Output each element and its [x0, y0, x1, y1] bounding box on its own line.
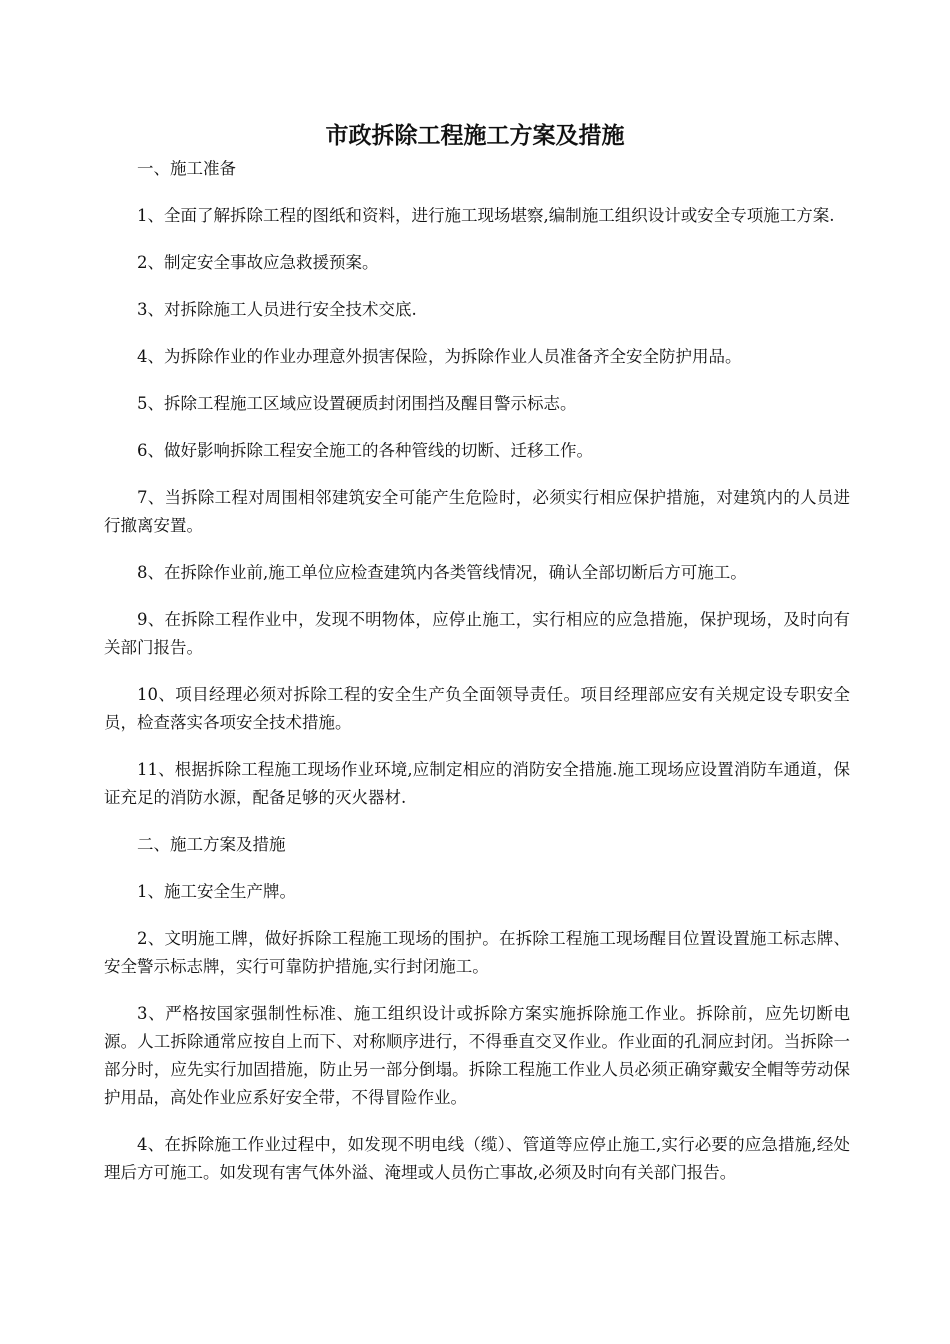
paragraph: 6、做好影响拆除工程安全施工的各种管线的切断、迁移工作。: [137, 441, 593, 460]
document-body: [104, 155, 850, 1206]
paragraph: 10、项目经理必须对拆除工程的安全生产负全面领导责任。项目经理部应安有关规定设专职安全员，检查落实各项安全技术措施。: [104, 685, 850, 732]
paragraph: 3、对拆除施工人员进行安全技术交底.: [137, 300, 417, 319]
paragraph: 4、为拆除作业的作业办理意外损害保险，为拆除作业人员准备齐全安全防护用品。: [137, 347, 742, 366]
paragraph: 7、当拆除工程对周围相邻建筑安全可能产生危险时，必须实行相应保护措施，对建筑内的人员进行撤离安置。: [104, 488, 850, 535]
paragraph: 1、全面了解拆除工程的图纸和资料，进行施工现场堪察,编制施工组织设计或安全专项施工方案.: [137, 206, 835, 225]
section-plan-and-measures: [104, 831, 850, 1187]
paragraph: 5、拆除工程施工区域应设置硬质封闭围挡及醒目警示标志。: [137, 394, 577, 413]
section-heading: 二、施工方案及措施: [137, 835, 286, 854]
paragraph: 11、根据拆除工程施工现场作业环境,应制定相应的消防安全措施.施工现场应设置消防车通道，保证充足的消防水源，配备足够的灭火器材.: [104, 760, 850, 807]
paragraph: 9、在拆除工程作业中，发现不明物体，应停止施工，实行相应的应急措施，保护现场，及时向有关部门报告。: [104, 610, 850, 657]
paragraph: 2、文明施工牌，做好拆除工程施工现场的围护。在拆除工程施工现场醒目位置设置施工标志牌、安全警示标志牌，实行可靠防护措施,实行封闭施工。: [104, 929, 850, 976]
paragraph: 2、制定安全事故应急救援预案。: [137, 253, 379, 272]
paragraph: 4、在拆除施工作业过程中，如发现不明电线（缆）、管道等应停止施工,实行必要的应急措施,经处理后方可施工。如发现有害气体外溢、淹埋或人员伤亡事故,必须及时向有关部门报告。: [104, 1135, 850, 1182]
paragraph: 1、施工安全生产牌。: [137, 882, 296, 901]
document-title: 市政拆除工程施工方案及措施: [325, 122, 625, 149]
section-preparation: [104, 155, 850, 812]
section-heading: 一、施工准备: [137, 159, 236, 178]
paragraph: 3、严格按国家强制性标准、施工组织设计或拆除方案实施拆除施工作业。拆除前，应先切断电源。人工拆除通常应按自上而下、对称顺序进行，不得垂直交叉作业。作业面的孔洞应封闭。当拆除一部分时，应先实行加固措施，防止另一部分倒塌。拆除工程施工作业人员必须正确穿戴安全帽等劳动保护用品，高处作业应系好安全带，不得冒险作业。: [104, 1004, 850, 1107]
paragraph: 8、在拆除作业前,施工单位应检查建筑内各类管线情况，确认全部切断后方可施工。: [137, 563, 747, 582]
